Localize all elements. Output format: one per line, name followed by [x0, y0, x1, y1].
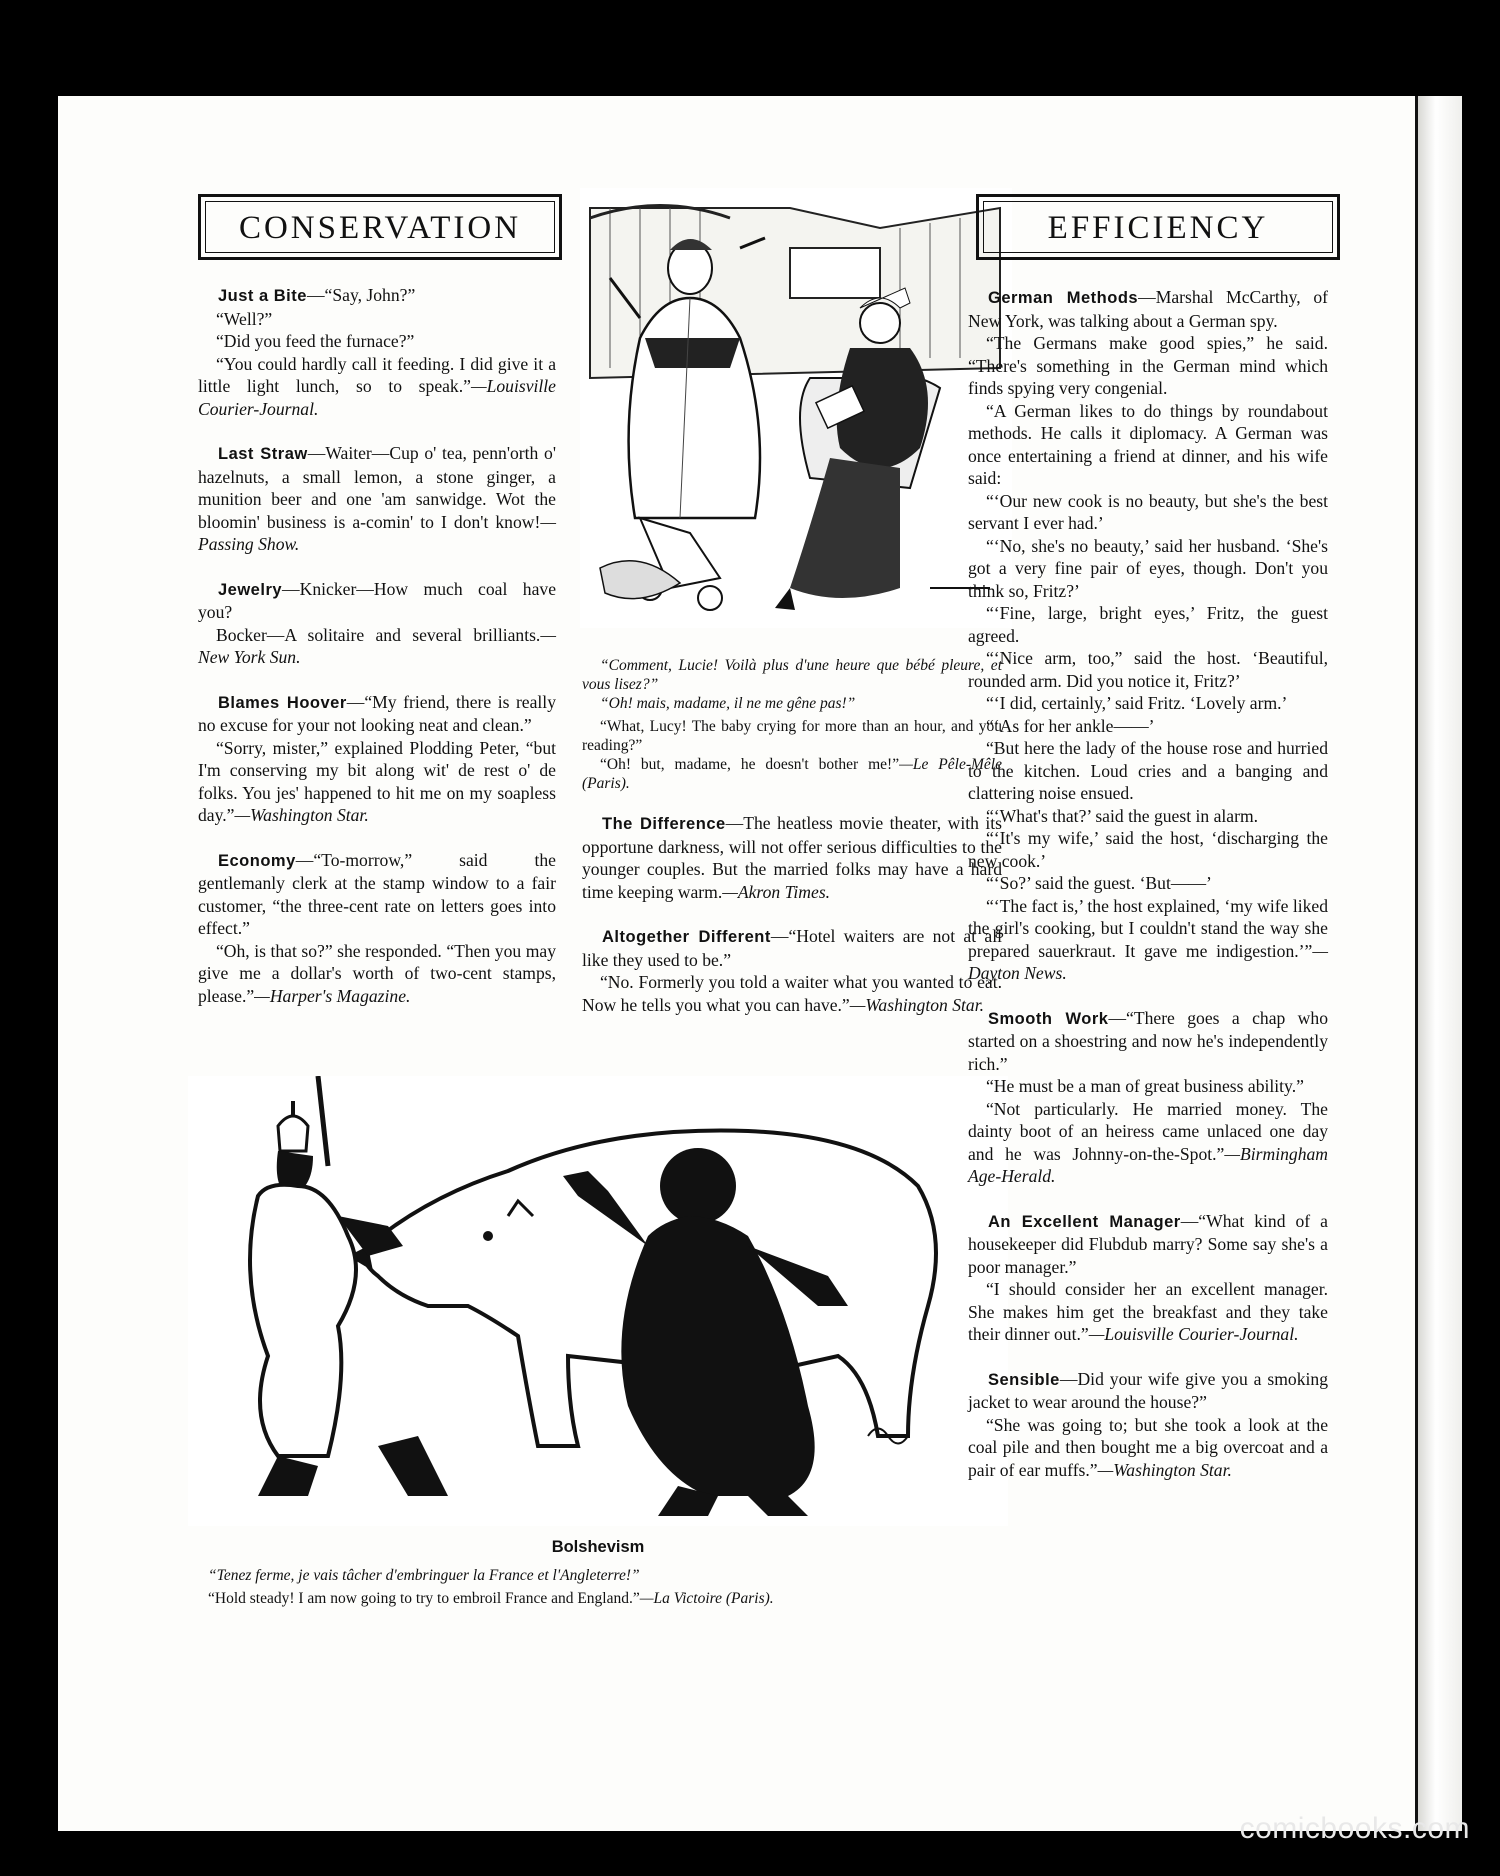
site-watermark: comicbooks.com — [1239, 1812, 1470, 1845]
bolshevism-cartoon-illustration — [188, 1076, 1008, 1526]
joke-just-a-bite: Just a Bite—“Say, John?” “Well?” “Did you feed the furnace?” “You could hardly call it feeding. I did give it a little light lunch, so to speak.”—Louisville Courier-Journal. — [198, 285, 556, 419]
joke-german-methods: German Methods—Marshal McCarthy, of New York, was talking about a German spy. “The Germans make good spies,” he said. “There's something in the German mind which finds spying very congenial. “A German likes to do things by roundabout methods. He calls it diplomacy. A German was once entertaining a friend at dinner, and his wife said: “‘Our new cook is no beauty, but she's the best servant I ever had.’ “‘No, she's no beauty,’ said her husband. ‘She's got a very fine pair of eyes, though. Don't you think so, Fritz?’ “‘Fine, large, bright eyes,’ Fritz, the guest agreed. “‘Nice arm, too,” said the host. ‘Beautiful, rounded arm. Did you notice it, Fritz?’ “‘I did, certainly,’ said Fritz. ‘Lovely arm.’ “‘As for her ankle——’ “But here the lady of the house rose and hurried to the kitchen. Loud cries and a banging and clattering noise ensued. “‘What's that?’ said the guest in alarm. “‘It's my wife,’ said the host, ‘discharging the new cook.’ “‘So?’ said the guest. ‘But——’ “‘The fact is,’ the host explained, ‘my wife liked the girl's cooking, but I couldn't stand the way she prepared sauerkraut. It gave me indigestion.’”—Dayton News. — [968, 287, 1328, 983]
bolshevism-cartoon-caption: “Tenez ferme, je vais tâcher d'embringuer la France et l'Angleterre!” “Hold steady! I am now going to try to embroil France and England.”—La Victoire (Paris). — [208, 1567, 774, 1607]
middle-column — [582, 812, 1002, 1038]
joke-last-straw: Last Straw—Waiter—Cup o' tea, penn'orth o' hazelnuts, a small lemon, a stone ginger, a munition beer and one 'am sanwidge. Wot the bloomin' business is a-comin' to I don't know!—Passing Show. — [198, 443, 556, 554]
nursemaid-cartoon-drawing — [580, 188, 1012, 628]
nursemaid-cartoon-caption: “Comment, Lucie! Voilà plus d'une heure que bébé pleure, et vous lisez?” “Oh! mais, madame, il ne me gêne pas!” “What, Lucy! The baby crying for more than an hour, and you reading?” “Oh! but, madame, he doesn't bother me!”—Le Pêle-Mêle (Paris). — [582, 657, 1002, 792]
joke-altogether-different: Altogether Different—“Hotel waiters are not at all like they used to be.” “No. Formerly you told a waiter what you wanted to eat. Now he tells you what you can have.”—Washington Star. — [582, 926, 1003, 1015]
joke-blames-hoover: Blames Hoover—“My friend, there is really no excuse for your not looking neat and clean.” “Sorry, mister,” explained Plodding Peter, “but I'm conserving my bit along wit' de rest o' de folks. You jes' happened to hit me on my soapless day.”—Washington Star. — [198, 691, 556, 825]
joke-jewelry: Jewelry—Knicker—How much coal have you? Bocker—A solitaire and several brilliants.—New York Sun. — [198, 578, 556, 667]
efficiency-heading-box — [976, 194, 1340, 260]
joke-sensible: Sensible—Did your wife give you a smoking jacket to wear around the house?” “She was going to; but she took a look at the coal pile and then bought me a big overcoat and a pair of ear muffs.”—Washington Star. — [968, 1368, 1328, 1480]
joke-the-difference: The Difference—The heatless movie theater, with its opportune darkness, will not offer serious difficulties to the younger couples. But the married folks may have a hard time keeping warm.—Akron Times. — [582, 813, 1002, 902]
efficiency-column — [968, 286, 1328, 1503]
conservation-heading: CONSERVATION — [205, 201, 555, 253]
efficiency-heading: EFFICIENCY — [983, 201, 1333, 253]
joke-economy: Economy—“To-morrow,” said the gentlemanly clerk at the stamp window to a fair customer, “the three-cent rate on letters goes into effect.” “Oh, is that so?” she responded. “Then you may give me a dollar's worth of two-cent stamps, please.”—Harper's Magazine. — [198, 849, 556, 1006]
joke-excellent-manager: An Excellent Manager—“What kind of a housekeeper did Flubdub marry? Some say she's a poor manager.” “I should consider her an excellent manager. She makes him get the breakfast and they take their dinner out.”—Louisville Courier-Journal. — [968, 1210, 1328, 1344]
bolshevism-drawing — [188, 1076, 1008, 1526]
bolshevism-cartoon-title: Bolshevism — [551, 1538, 645, 1556]
nursemaid-cartoon-illustration — [580, 188, 1012, 628]
magazine-page — [58, 96, 1462, 1831]
conservation-column — [198, 284, 556, 1029]
conservation-heading-box — [198, 194, 562, 260]
joke-smooth-work: Smooth Work—“There goes a chap who started on a shoestring and now he's independently rich.” “He must be a man of great business ability.” “Not particularly. He married money. The dainty boot of an heiress came unlaced one day and he was Johnny-on-the-Spot.”—Birmingham Age-Herald. — [968, 1007, 1328, 1186]
page-spine — [1415, 96, 1462, 1831]
